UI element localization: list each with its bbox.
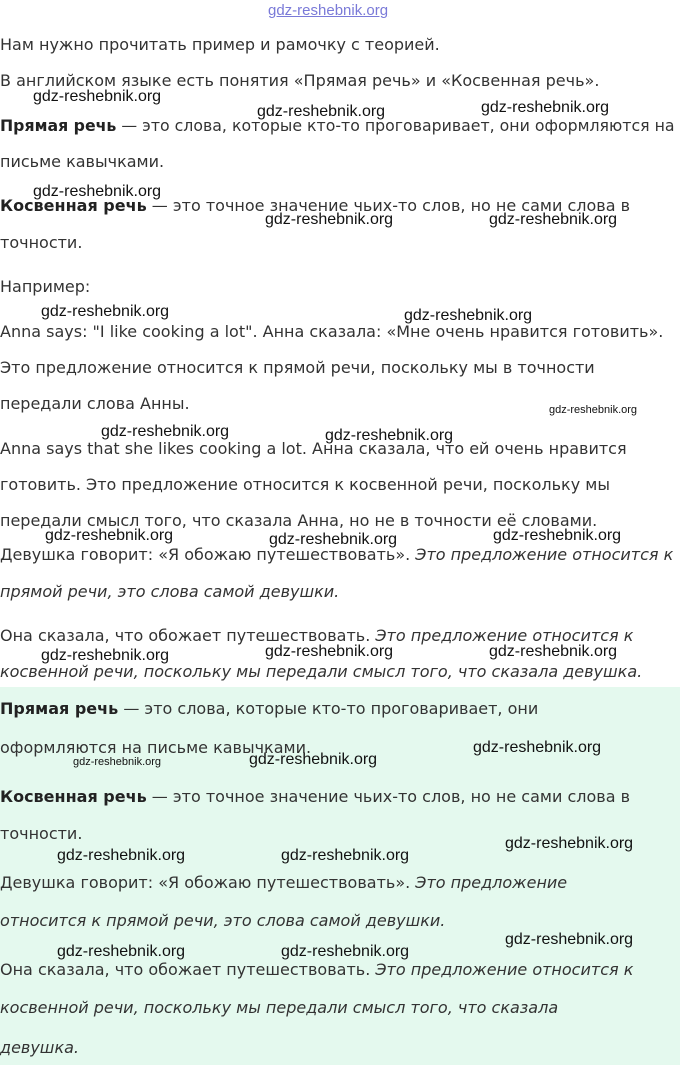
- watermark: gdz-reshebnik.org: [265, 643, 394, 660]
- example-3-sentence: Девушка говорит: «Я обожаю путешествовать».: [0, 545, 411, 564]
- watermark: gdz-reshebnik.org: [325, 427, 454, 444]
- watermark: gdz-reshebnik.org: [549, 404, 638, 416]
- indirect-speech-text: — это точное значение чьих-то слов, но не сами слова в: [146, 196, 631, 215]
- watermark: gdz-reshebnik.org: [45, 527, 174, 544]
- watermark: gdz-reshebnik.org: [41, 303, 170, 320]
- example-1: Anna says: "I like cooking a lot". Анна сказала: «Мне очень нравится готовить».: [0, 322, 664, 341]
- example-label: Например:: [0, 277, 91, 296]
- intro-line-2: В английском языке есть понятия «Прямая речь» и «Косвенная речь».: [0, 71, 600, 90]
- answer-example-3-sentence: Девушка говорит: «Я обожаю путешествовать».: [0, 873, 411, 892]
- watermark: gdz-reshebnik.org: [101, 423, 230, 440]
- watermark: gdz-reshebnik.org: [489, 211, 618, 228]
- answer-example-4-comment-cont: [0, 998, 558, 1018]
- watermark: gdz-reshebnik.org: [505, 835, 634, 852]
- example-3-comment: Это предложение относится к: [410, 545, 674, 564]
- watermark: gdz-reshebnik.org: [505, 931, 634, 948]
- example-1-comment: Это предложение относится к прямой речи, поскольку мы в точности: [0, 358, 595, 377]
- watermark: gdz-reshebnik.org: [73, 756, 162, 768]
- answer-example-4-comment-cont-text: косвенной речи, поскольку мы передали смысл того, что сказала: [0, 998, 559, 1017]
- example-2: Anna says that she likes cooking a lot. Анна сказала, что ей очень нравится: [0, 439, 627, 458]
- watermark: gdz-reshebnik.org: [33, 183, 162, 200]
- watermark: gdz-reshebnik.org: [404, 307, 533, 324]
- example-3-comment-cont-text: прямой речи, это слова самой девушки.: [0, 582, 340, 601]
- watermark: gdz-reshebnik.org: [249, 751, 378, 768]
- watermark: gdz-reshebnik.org: [265, 211, 394, 228]
- answer-indirect-definition: [0, 787, 630, 807]
- top-watermark-link[interactable]: gdz-reshebnik.org: [268, 2, 389, 19]
- indirect-speech-term: Косвенная речь: [0, 196, 147, 215]
- watermark: gdz-reshebnik.org: [41, 647, 170, 664]
- example-3-comment-cont: [0, 582, 339, 602]
- watermark: gdz-reshebnik.org: [257, 103, 386, 120]
- watermark: gdz-reshebnik.org: [269, 531, 398, 548]
- answer-example-4-sentence: Она сказала, что обожает путешествовать.: [0, 960, 371, 979]
- answer-direct-term: Прямая речь: [0, 699, 119, 718]
- example-4-comment-cont: [0, 662, 642, 682]
- watermark: gdz-reshebnik.org: [281, 943, 410, 960]
- indirect-speech-definition-cont: точности.: [0, 233, 83, 252]
- answer-example-3-comment: Это предложение: [410, 873, 568, 892]
- answer-direct-definition-cont: оформляются на письме кавычками.: [0, 738, 312, 757]
- answer-example-4-comment-end-text: девушка.: [0, 1038, 79, 1057]
- example-1-comment-cont: передали слова Анны.: [0, 394, 190, 413]
- intro-line-1: Нам нужно прочитать пример и рамочку с теорией.: [0, 35, 440, 54]
- answer-direct-text: — это слова, которые кто-то проговаривает, они: [118, 699, 539, 718]
- answer-direct-definition: [0, 699, 538, 719]
- answer-indirect-term: Косвенная речь: [0, 787, 147, 806]
- watermark: gdz-reshebnik.org: [57, 847, 186, 864]
- answer-example-3-comment-cont: [0, 911, 445, 931]
- answer-example-4-comment: Это предложение относится к: [370, 960, 634, 979]
- watermark: gdz-reshebnik.org: [489, 643, 618, 660]
- answer-indirect-definition-cont: точности.: [0, 824, 83, 843]
- direct-speech-text: — это слова, которые кто-то проговаривает, они оформляются на: [116, 116, 675, 135]
- direct-speech-term: Прямая речь: [0, 116, 117, 135]
- answer-example-4: [0, 960, 633, 980]
- watermark: gdz-reshebnik.org: [481, 99, 610, 116]
- watermark: gdz-reshebnik.org: [57, 943, 186, 960]
- example-4-sentence: Она сказала, что обожает путешествовать.: [0, 626, 371, 645]
- answer-example-3-comment-cont-text: относится к прямой речи, это слова самой девушки.: [0, 911, 446, 930]
- answer-example-4-comment-end: [0, 1038, 79, 1058]
- answer-example-3: [0, 873, 567, 893]
- watermark: gdz-reshebnik.org: [473, 739, 602, 756]
- example-4-comment-cont-text: косвенной речи, поскольку мы передали смысл того, что сказала девушка.: [0, 662, 643, 681]
- example-4-comment: Это предложение относится к: [370, 626, 634, 645]
- watermark: gdz-reshebnik.org: [493, 527, 622, 544]
- example-2-comment: готовить. Это предложение относится к косвенной речи, поскольку мы: [0, 475, 610, 494]
- answer-indirect-text: — это точное значение чьих-то слов, но не сами слова в: [146, 787, 631, 806]
- watermark: gdz-reshebnik.org: [33, 88, 162, 105]
- watermark: gdz-reshebnik.org: [281, 847, 410, 864]
- example-2-comment-cont: передали смысл того, что сказала Анна, но не в точности её словами.: [0, 511, 598, 530]
- direct-speech-definition-cont: письме кавычками.: [0, 152, 165, 171]
